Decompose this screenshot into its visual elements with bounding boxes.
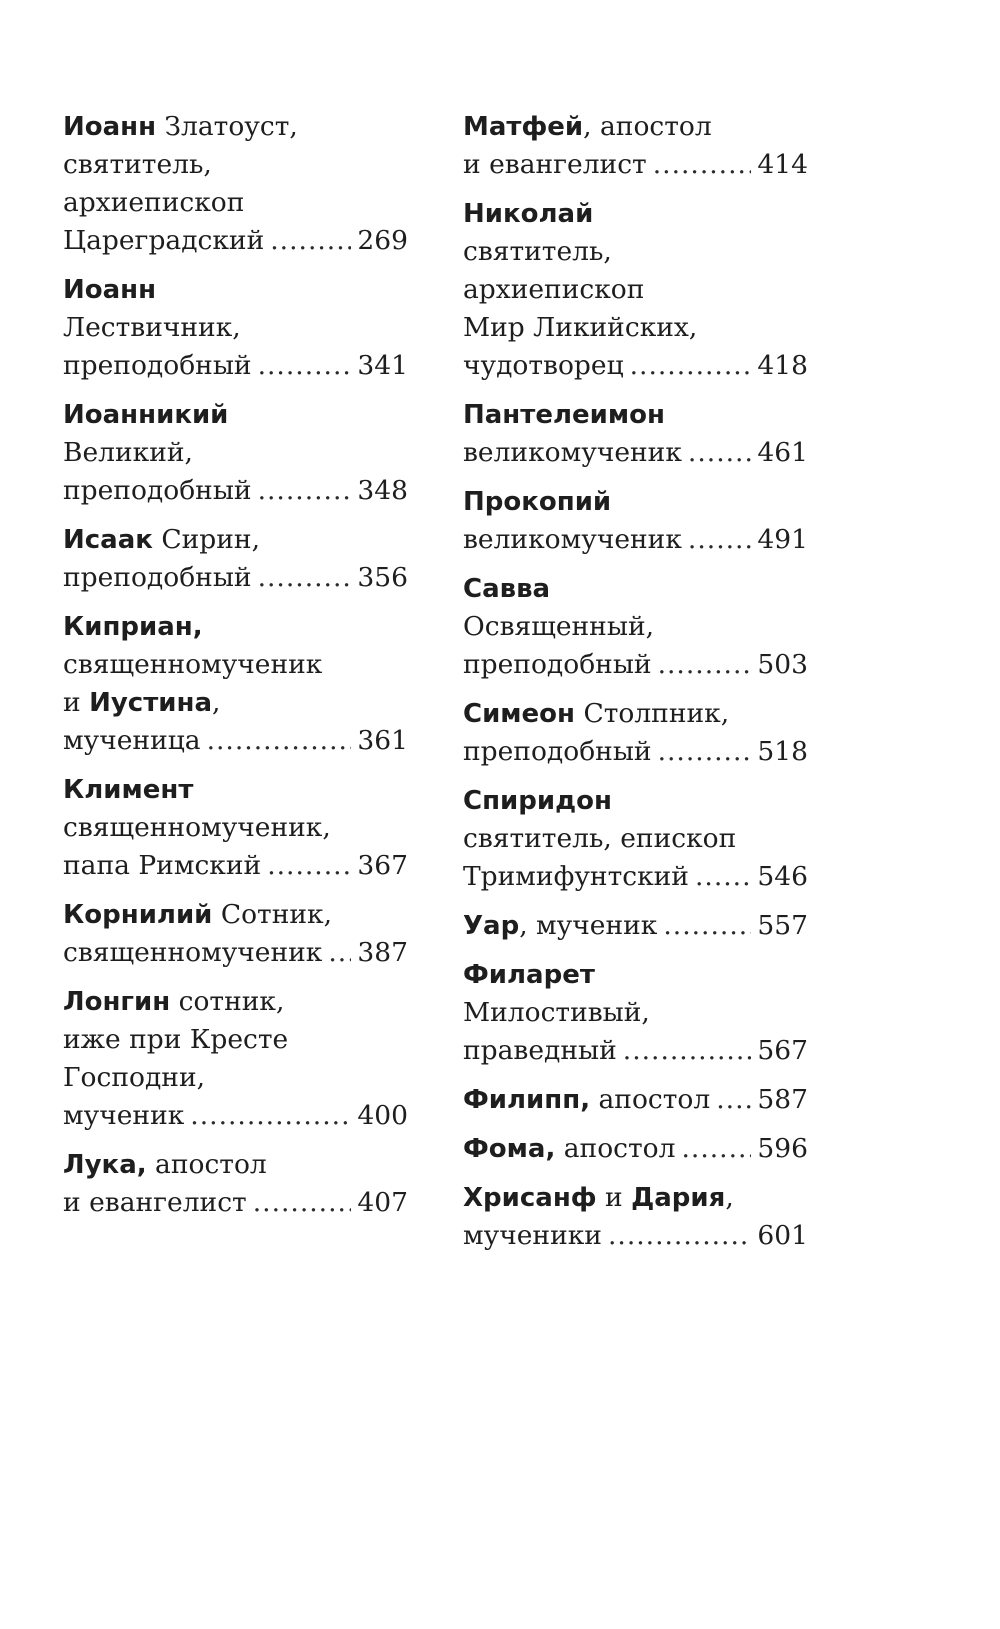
entry-text: Сирин, (152, 524, 260, 555)
entry-text: святитель, епископ (463, 823, 737, 854)
index-entry-line (463, 782, 808, 820)
dot-leader (658, 646, 752, 684)
index-entry (463, 782, 808, 896)
index-entry-line (63, 146, 408, 184)
dot-leader (207, 722, 352, 760)
page-number: 348 (357, 475, 408, 506)
entry-text: апостол (555, 1133, 676, 1164)
saint-name: Киприан, (63, 612, 203, 642)
saint-name: Лука, (63, 1150, 147, 1180)
entry-text: Столпник, (575, 698, 730, 729)
index-entry (63, 521, 408, 597)
index-entry-line (463, 1081, 808, 1119)
entry-text: святитель, (463, 236, 612, 267)
saint-name: Спиридон (463, 786, 612, 816)
index-entry-line (463, 146, 808, 184)
entry-text: апостол (146, 1149, 267, 1180)
entry-text: мученик (63, 1100, 185, 1131)
entry-text: преподобный (63, 350, 252, 381)
index-entry (463, 907, 808, 945)
saint-name: Прокопий (463, 487, 612, 517)
entry-text: Цареградский (63, 225, 265, 256)
index-entry (463, 695, 808, 771)
index-entry-line (63, 684, 408, 722)
index-entry-line (63, 983, 408, 1021)
entry-text: архиепископ (63, 187, 245, 218)
index-entry (463, 195, 808, 385)
index-entry-line (463, 233, 808, 271)
dot-leader (653, 146, 752, 184)
dot-leader (695, 858, 751, 896)
saint-name: Филипп, (463, 1085, 591, 1115)
page-number: 557 (757, 910, 808, 941)
saint-name: Пантелеимон (463, 400, 665, 430)
entry-text: Освященный, (463, 611, 655, 642)
index-entry (63, 108, 408, 260)
page-number: 367 (357, 850, 408, 881)
index-entry-line (63, 108, 408, 146)
saint-name: Климент (63, 775, 194, 805)
index-entry-line (63, 847, 408, 885)
index-entry-line (463, 108, 808, 146)
index-entry-line (63, 608, 408, 646)
index-column-right (463, 108, 808, 1266)
page-number: 418 (757, 350, 808, 381)
index-entry-line (463, 347, 808, 385)
saint-name: Хрисанф (463, 1183, 597, 1213)
saint-name: Иустина (89, 688, 213, 718)
index-entry-line (463, 695, 808, 733)
page-number: 503 (757, 649, 808, 680)
index-entry-line (63, 521, 408, 559)
entry-text: чудотворец (463, 350, 624, 381)
index-entry-line (63, 347, 408, 385)
index-entry-line (63, 222, 408, 260)
entry-text: Тримифунтский (463, 861, 689, 892)
index-entry-line (463, 994, 808, 1032)
saint-name: Савва (463, 574, 551, 604)
entry-text: великомученик (463, 437, 682, 468)
index-entry (63, 771, 408, 885)
index-entry-line (63, 184, 408, 222)
entry-text: преподобный (63, 475, 252, 506)
index-entry (463, 1081, 808, 1119)
index-entry-line (463, 271, 808, 309)
entry-text: святитель, (63, 149, 212, 180)
saint-name: Иоанникий (63, 400, 229, 430)
index-entry-line (63, 309, 408, 347)
entry-text: архиепископ (463, 274, 645, 305)
entry-text: Милостивый, (463, 997, 650, 1028)
index-entry-line (463, 1179, 808, 1217)
index-entry-line (63, 646, 408, 684)
entry-text: и евангелист (463, 149, 647, 180)
dot-leader (190, 1097, 351, 1135)
entry-text: , апостол (583, 111, 712, 142)
index-entry (63, 983, 408, 1135)
index-entry (463, 956, 808, 1070)
entry-text: преподобный (463, 736, 652, 767)
saint-name: Корнилий (63, 900, 213, 930)
index-entry-line (63, 1097, 408, 1135)
saint-name: Лонгин (63, 987, 171, 1017)
page-number: 400 (357, 1100, 408, 1131)
entry-text: сотник, (170, 986, 285, 1017)
entry-text: апостол (590, 1084, 711, 1115)
index-entry-line (63, 896, 408, 934)
index-entry-line (63, 1146, 408, 1184)
entry-text: Сотник, (212, 899, 333, 930)
entry-text: папа Римский (63, 850, 262, 881)
entry-text: Великий, (63, 437, 193, 468)
entry-text: Господни, (63, 1062, 206, 1093)
dot-leader (630, 347, 752, 385)
saint-name: Иоанн (63, 275, 157, 305)
index-entry-line (463, 434, 808, 472)
index-entry-line (463, 907, 808, 945)
entry-text: священномученик (63, 937, 323, 968)
index-entry-line (63, 1184, 408, 1222)
entry-text: преподобный (463, 649, 652, 680)
dot-leader (258, 472, 352, 510)
entry-text: Лествичник, (63, 312, 241, 343)
entry-text: , (212, 687, 221, 718)
entry-text: , (725, 1182, 734, 1213)
index-entry (463, 108, 808, 184)
index-entry-line (63, 722, 408, 760)
dot-leader (663, 907, 751, 945)
entry-text: преподобный (63, 562, 252, 593)
index-entry (63, 271, 408, 385)
index-entry-line (63, 559, 408, 597)
index-entry (463, 483, 808, 559)
entry-text: Златоуст, (156, 111, 298, 142)
entry-text: великомученик (463, 524, 682, 555)
dot-leader (258, 559, 352, 597)
index-entry (63, 1146, 408, 1222)
page-number: 567 (757, 1035, 808, 1066)
saint-name: Филарет (463, 960, 595, 990)
entry-text: мученица (63, 725, 201, 756)
page-number: 269 (357, 225, 408, 256)
entry-text: , мученик (519, 910, 658, 941)
index-entry-line (463, 608, 808, 646)
page-number: 341 (357, 350, 408, 381)
page-number: 596 (757, 1133, 808, 1164)
saint-name: Исаак (63, 525, 153, 555)
index-entry-line (63, 472, 408, 510)
dot-leader (253, 1184, 352, 1222)
dot-leader (688, 434, 751, 472)
page-number: 361 (357, 725, 408, 756)
index-column-left (63, 108, 408, 1233)
page-number: 518 (757, 736, 808, 767)
page-number: 414 (757, 149, 808, 180)
page-number: 587 (757, 1084, 808, 1115)
saint-name: Иоанн (63, 112, 157, 142)
page-number: 407 (357, 1187, 408, 1218)
saint-name: Матфей (463, 112, 584, 142)
entry-text: мученики (463, 1220, 602, 1251)
page-number: 546 (757, 861, 808, 892)
index-entry-line (63, 1059, 408, 1097)
entry-text: и (596, 1182, 632, 1213)
page-number: 356 (357, 562, 408, 593)
index-entry-line (463, 521, 808, 559)
dot-leader (716, 1081, 751, 1119)
entry-text: Мир Ликийских, (463, 312, 698, 343)
index-entry-line (63, 396, 408, 434)
index-entry (463, 570, 808, 684)
saint-name: Николай (463, 199, 594, 229)
dot-leader (658, 733, 752, 771)
dot-leader (270, 222, 351, 260)
saint-name: Уар (463, 911, 520, 941)
dot-leader (258, 347, 352, 385)
saint-name: Фома, (463, 1134, 556, 1164)
index-entry-line (463, 195, 808, 233)
index-entry (63, 896, 408, 972)
dot-leader (608, 1217, 751, 1255)
index-entry-line (463, 646, 808, 684)
index-entry-line (63, 809, 408, 847)
index-entry-line (463, 396, 808, 434)
entry-text: священномученик, (63, 812, 331, 843)
index-entry-line (63, 271, 408, 309)
index-entry-line (463, 1130, 808, 1168)
saint-name: Дария (631, 1183, 726, 1213)
dot-leader (623, 1032, 752, 1070)
entry-text: священномученик (63, 649, 323, 680)
index-entry-line (463, 483, 808, 521)
index-entry (463, 1130, 808, 1168)
index-entry (63, 396, 408, 510)
index-entry-line (63, 934, 408, 972)
index-entry-line (463, 820, 808, 858)
index-entry (63, 608, 408, 760)
entry-text: и (63, 687, 90, 718)
index-entry-line (463, 858, 808, 896)
entry-text: праведный (463, 1035, 617, 1066)
index-entry-line (63, 434, 408, 472)
index-entry-line (463, 570, 808, 608)
dot-leader (681, 1130, 751, 1168)
index-entry-line (463, 733, 808, 771)
page-number: 601 (757, 1220, 808, 1251)
page-number: 387 (357, 937, 408, 968)
index-entry-line (63, 771, 408, 809)
index-entry-line (463, 309, 808, 347)
entry-text: и евангелист (63, 1187, 247, 1218)
dot-leader (267, 847, 351, 885)
index-entry-line (463, 1217, 808, 1255)
page-number: 461 (757, 437, 808, 468)
entry-text: иже при Кресте (63, 1024, 289, 1055)
index-entry-line (463, 956, 808, 994)
page-number: 491 (757, 524, 808, 555)
index-entry (463, 396, 808, 472)
index-entry (463, 1179, 808, 1255)
index-entry-line (463, 1032, 808, 1070)
index-entry-line (63, 1021, 408, 1059)
saint-name: Симеон (463, 699, 576, 729)
dot-leader (688, 521, 751, 559)
dot-leader (328, 934, 351, 972)
